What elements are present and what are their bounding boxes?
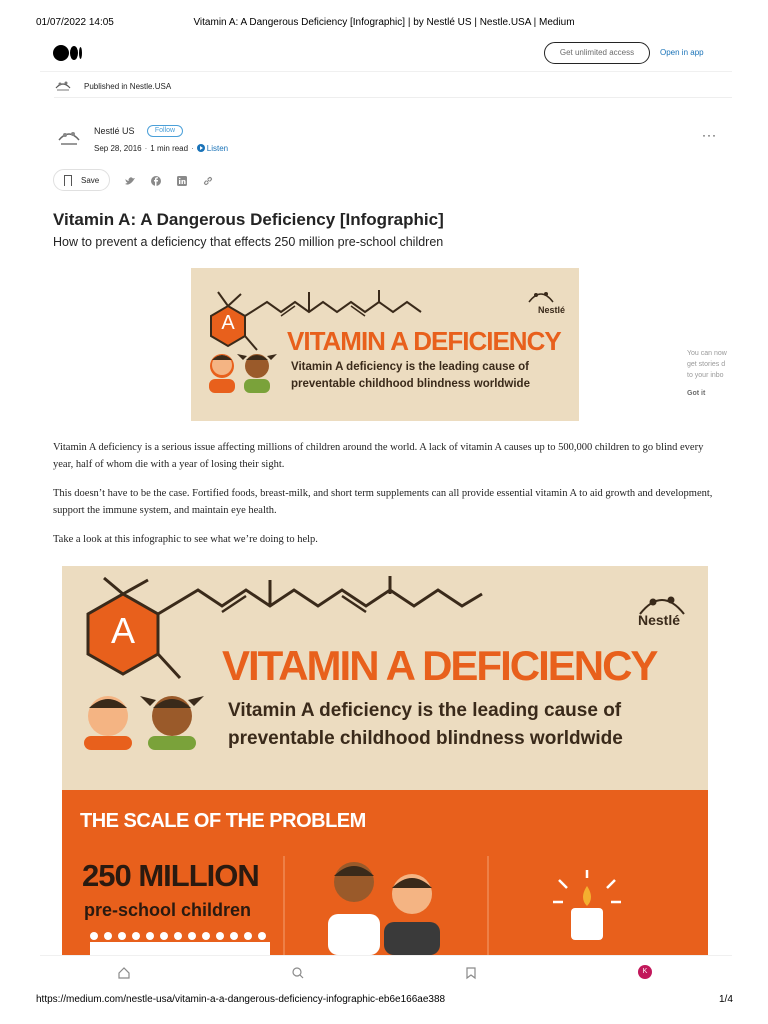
infographic-tagline-2: preventable childhood blindness worldwide xyxy=(228,728,623,749)
linkedin-icon[interactable] xyxy=(176,175,188,187)
header-image[interactable] xyxy=(191,268,579,421)
side-tooltip xyxy=(687,348,735,381)
banner-letter: A xyxy=(221,312,235,334)
medium-logo-icon[interactable] xyxy=(53,45,83,61)
bookmarks-icon[interactable] xyxy=(464,966,478,980)
author-name[interactable]: Nestlé US xyxy=(94,126,135,136)
twitter-icon[interactable] xyxy=(124,175,136,187)
play-icon xyxy=(197,144,205,152)
published-in-label[interactable]: Published in Nestle.USA xyxy=(84,82,172,91)
get-unlimited-access-button[interactable]: Get unlimited access xyxy=(544,42,650,64)
print-url: https://medium.com/nestle-usa/vitamin-a-a-dangerous-deficiency-infographic-eb6e166ae388 xyxy=(36,994,446,1005)
publication-bar xyxy=(54,78,732,98)
scale-heading: THE SCALE OF THE PROBLEM xyxy=(80,810,366,832)
search-icon[interactable] xyxy=(291,966,305,980)
bottom-nav xyxy=(40,955,732,989)
save-label: Save xyxy=(81,176,100,185)
print-page-number: 1/4 xyxy=(719,994,733,1005)
infographic-letter: A xyxy=(110,610,135,651)
article-paragraph-3: Take a look at this infographic to see what we’re doing to help. xyxy=(53,534,318,545)
save-button[interactable] xyxy=(53,169,110,191)
copy-link-icon[interactable] xyxy=(202,175,214,187)
infographic-tagline-1: Vitamin A deficiency is the leading cause of xyxy=(228,700,622,721)
read-time: 1 min read xyxy=(150,144,189,153)
side-tooltip-line: to your inbo xyxy=(687,372,724,379)
infographic-image[interactable] xyxy=(62,566,708,955)
article-paragraph-1: Vitamin A deficiency is a serious issue affecting millions of children around the world. A lack of vitamin A causes up to 500,000 children to go blind every year, half of whom die with a year of losing their sight. xyxy=(53,442,704,470)
stat-value: 250 MILLION xyxy=(82,858,259,893)
more-options-icon[interactable]: ··· xyxy=(702,128,717,142)
print-datetime: 01/07/2022 14:05 xyxy=(36,17,114,28)
listen-button[interactable]: Listen xyxy=(197,144,228,153)
side-tooltip-line: You can now xyxy=(687,350,727,357)
article-meta: Sep 28, 2016 · 1 min read · Listen xyxy=(94,144,229,153)
open-in-app-link[interactable]: Open in app xyxy=(660,48,704,57)
banner-tagline-1: Vitamin A deficiency is the leading cause of xyxy=(291,361,529,373)
article-title: Vitamin A: A Dangerous Deficiency [Infographic] xyxy=(53,210,444,229)
article-subtitle: How to prevent a deficiency that effects 250 million pre-school children xyxy=(53,235,444,249)
banner-brand: Nestlé xyxy=(538,305,566,315)
author-avatar[interactable] xyxy=(56,126,82,148)
infographic-brand: Nestlé xyxy=(638,612,681,628)
article-paragraph-2: This doesn’t have to be the case. Fortified foods, breast-milk, and short term supplements can all provide essential vitamin A to aid growth and development, support the immune system, and maintain eye health. xyxy=(53,488,713,516)
home-icon[interactable] xyxy=(117,966,131,980)
top-bar xyxy=(40,36,732,72)
banner-tagline-2: preventable childhood blindness worldwide xyxy=(291,378,530,390)
banner-heading: VITAMIN A DEFICIENCY xyxy=(287,326,561,356)
side-tooltip-line: get stories d xyxy=(687,361,726,368)
bookmark-icon xyxy=(64,175,72,186)
follow-button[interactable]: Follow xyxy=(147,125,183,137)
got-it-button[interactable]: Got it xyxy=(687,390,706,397)
print-title: Vitamin A: A Dangerous Deficiency [Infographic] | by Nestlé US | Nestle.USA | Medium xyxy=(193,17,575,28)
user-avatar[interactable]: K xyxy=(638,965,652,979)
nestle-nest-icon[interactable] xyxy=(54,78,72,92)
publish-date: Sep 28, 2016 xyxy=(94,144,142,153)
infographic-heading: VITAMIN A DEFICIENCY xyxy=(222,642,657,689)
print-header xyxy=(0,17,768,31)
stat-label: pre-school children xyxy=(84,900,252,920)
facebook-icon[interactable] xyxy=(150,175,162,187)
